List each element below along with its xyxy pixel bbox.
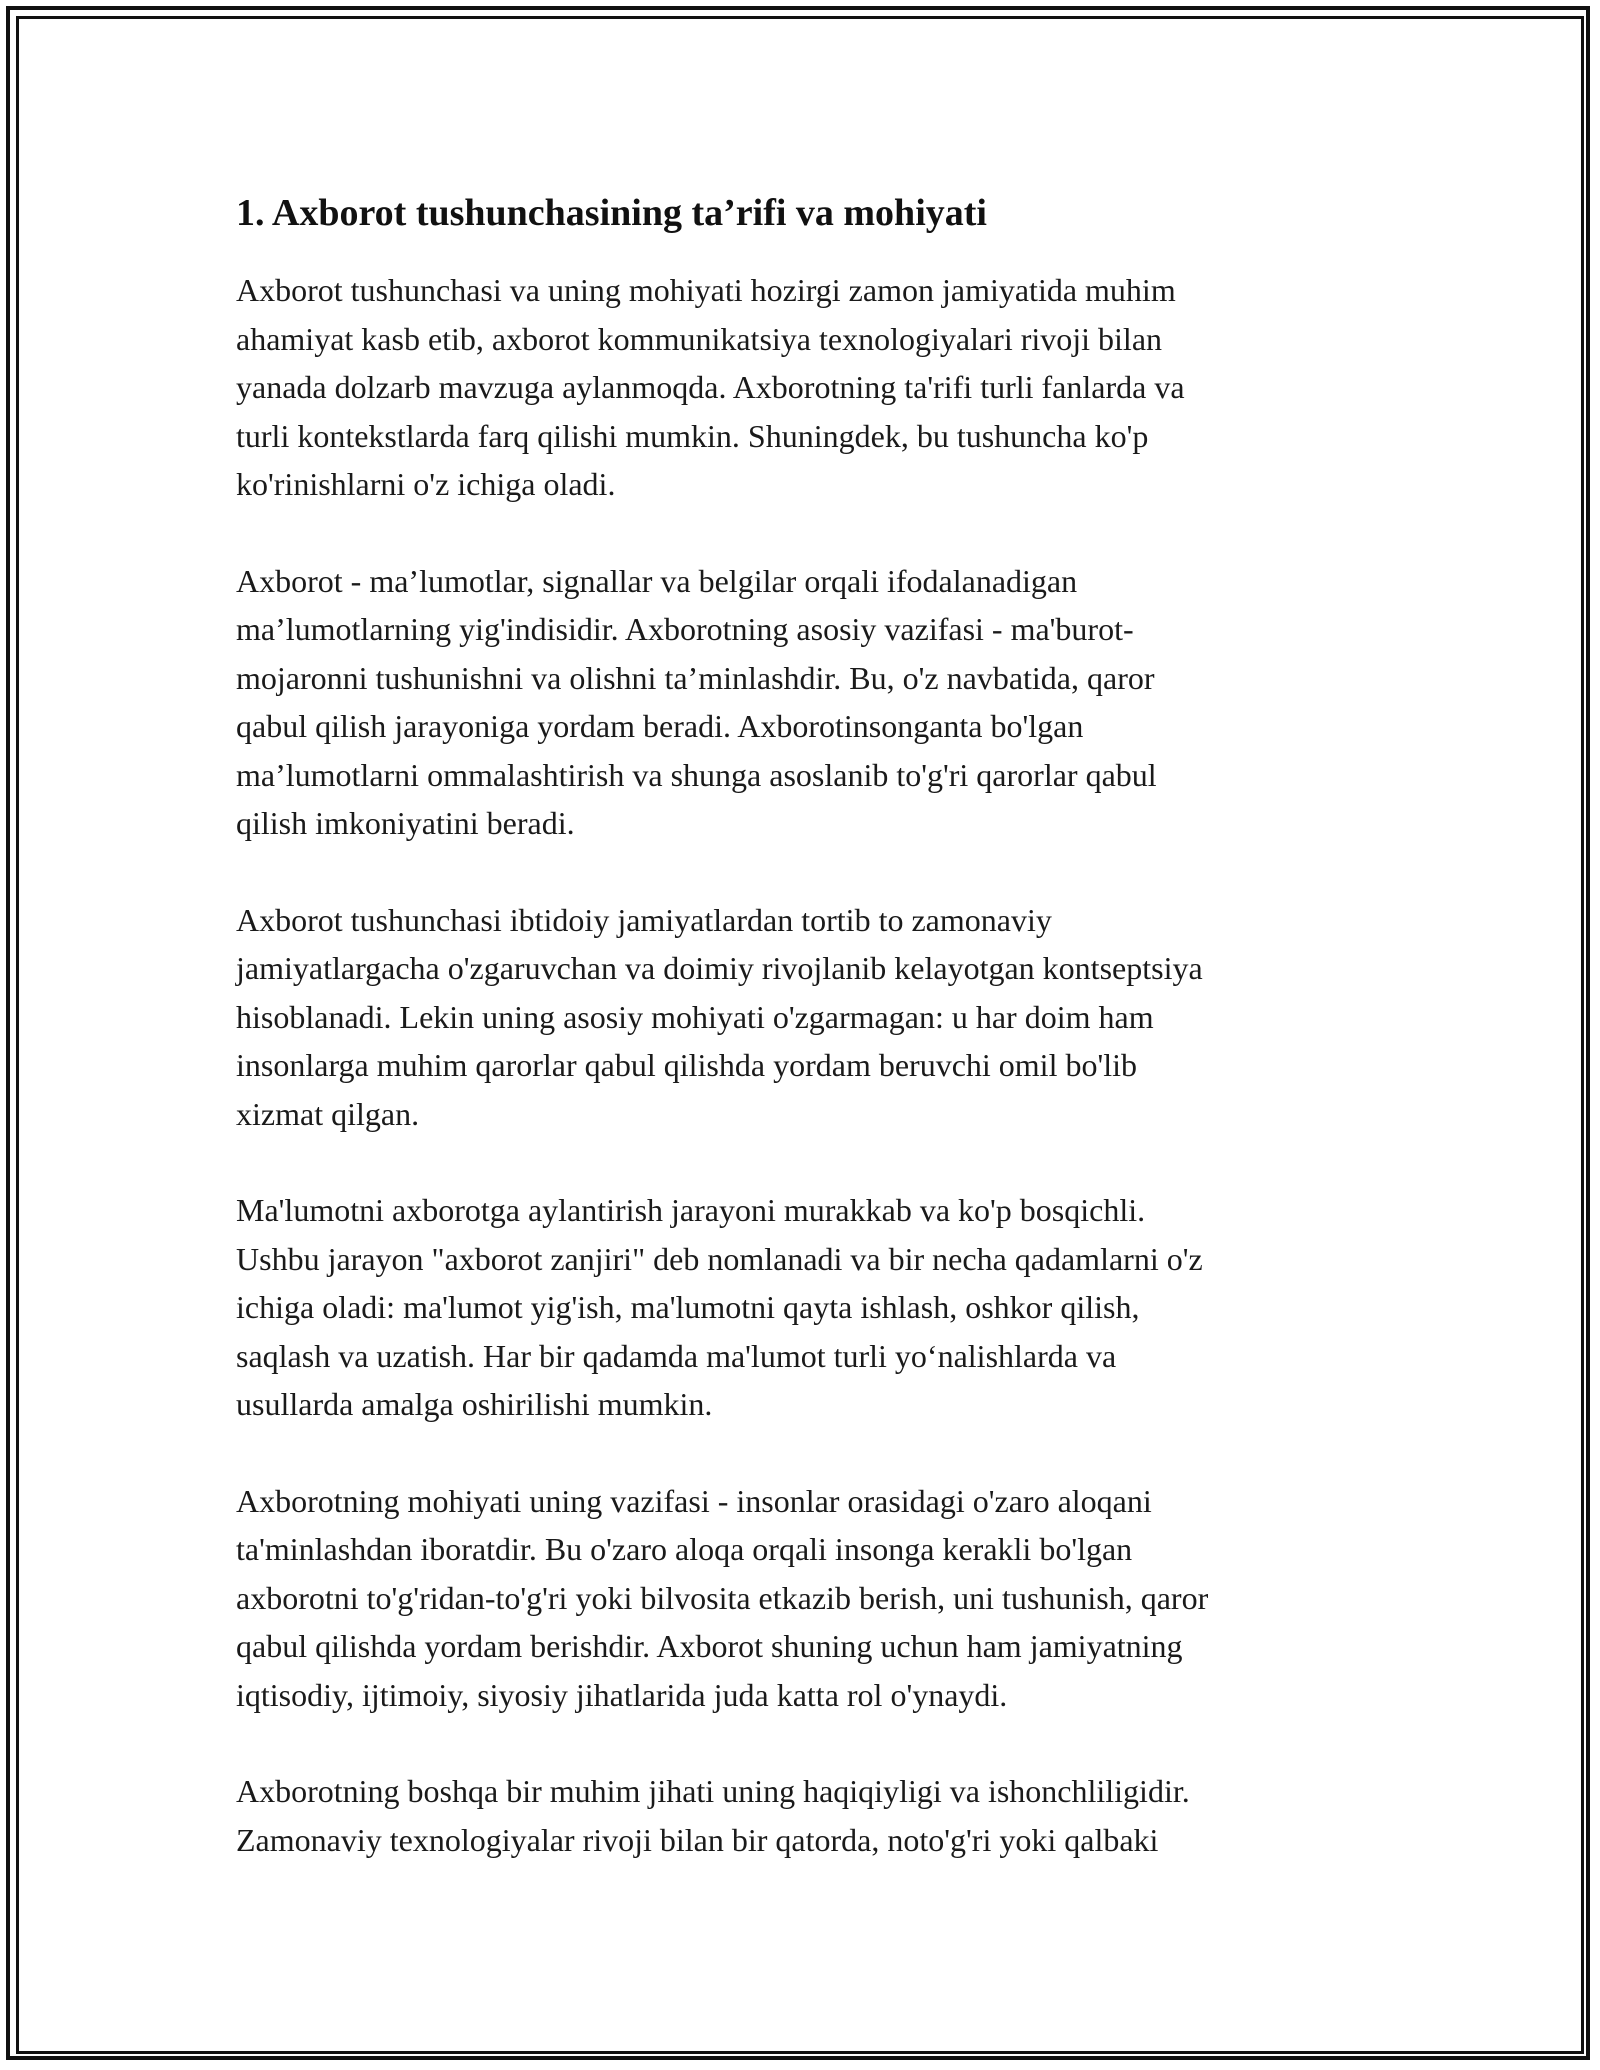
paragraph-5 xyxy=(236,1477,1366,1720)
section-heading: 1. Axborot tushunchasining ta’rifi va mohiyati xyxy=(236,192,987,234)
text-line: yanada dolzarb mavzuga aylanmoqda. Axborotning ta'rifi turli fanlarda va xyxy=(236,369,1185,405)
text-line: insonlarga muhim qarorlar qabul qilishda yordam beruvchi omil bo'lib xyxy=(236,1047,1137,1083)
text-line: Zamonaviy texnologiyalar rivoji bilan bir qatorda, noto'g'ri yoki qalbaki xyxy=(236,1821,1159,1858)
text-line: Axborotning boshqa bir muhim jihati uning haqiqiyligi va ishonchliligidir. xyxy=(236,1773,1190,1809)
text-line: Ushbu jarayon "axborot zanjiri" deb nomlanadi va bir necha qadamlarni o'z xyxy=(236,1240,1203,1277)
paragraph-1 xyxy=(236,266,1366,509)
document-page xyxy=(236,190,1366,1912)
paragraph-6 xyxy=(236,1767,1366,1864)
text-line: ma’lumotlarning yig'indisidir. Axborotning asosiy vazifasi - ma'burot- xyxy=(236,611,1134,647)
text-line: ichiga oladi: ma'lumot yig'ish, ma'lumotni qayta ishlash, oshkor qilish, xyxy=(236,1289,1140,1325)
text-line: ahamiyat kasb etib, axborot kommunikatsiya texnologiyalari rivoji bilan xyxy=(236,320,1163,357)
paragraph-2 xyxy=(236,557,1366,848)
text-line: qilish imkoniyatini beradi. xyxy=(236,805,575,841)
text-line: mojaronni tushunishni va olishni ta’minlashdir. Bu, o'z navbatida, qaror xyxy=(236,659,1155,696)
text-line: turli kontekstlarda farq qilishi mumkin. Shuningdek, bu tushuncha ko'p xyxy=(236,417,1149,454)
text-line: xizmat qilgan. xyxy=(236,1095,420,1132)
text-line: jamiyatlargacha o'zgaruvchan va doimiy rivojlanib kelayotgan kontseptsiya xyxy=(236,950,1203,986)
text-line: usullarda amalga oshirilishi mumkin. xyxy=(236,1386,713,1422)
text-line: axborotni to'g'ridan-to'g'ri yoki bilvosita etkazib berish, uni tushunish, qaror xyxy=(236,1579,1209,1616)
text-line: Axborotning mohiyati uning vazifasi - insonlar orasidagi o'zaro aloqani xyxy=(236,1482,1152,1519)
text-line: saqlash va uzatish. Har bir qadamda ma'lumot turli yo‘nalishlarda va xyxy=(236,1337,1117,1374)
text-line: hisoblanadi. Lekin uning asosiy mohiyati o'zgarmagan: u har doim ham xyxy=(236,998,1154,1035)
text-line: ma’lumotlarni ommalashtirish va shunga asoslanib to'g'ri qarorlar qabul xyxy=(236,756,1157,793)
text-line: qabul qilishda yordam berishdir. Axborot shuning uchun ham jamiyatning xyxy=(236,1628,1183,1664)
text-line: Axborot tushunchasi va uning mohiyati hozirgi zamon jamiyatida muhim xyxy=(236,272,1176,308)
paragraph-4 xyxy=(236,1186,1366,1429)
text-line: ta'minlashdan iboratdir. Bu o'zaro aloqa orqali insonga kerakli bo'lgan xyxy=(236,1531,1133,1567)
paragraph-3 xyxy=(236,896,1366,1139)
text-line: Ma'lumotni axborotga aylantirish jarayoni murakkab va ko'p bosqichli. xyxy=(236,1192,1146,1228)
text-line: Axborot - ma’lumotlar, signallar va belgilar orqali ifodalanadigan xyxy=(236,562,1078,599)
text-line: qabul qilish jarayoniga yordam beradi. Axborotinsonganta bo'lgan xyxy=(236,708,1084,744)
text-line: iqtisodiy, ijtimoiy, siyosiy jihatlarida juda katta rol o'ynaydi. xyxy=(236,1676,1008,1713)
text-line: Axborot tushunchasi ibtidoiy jamiyatlardan tortib to zamonaviy xyxy=(236,901,1052,938)
text-line: ko'rinishlarni o'z ichiga oladi. xyxy=(236,466,616,502)
